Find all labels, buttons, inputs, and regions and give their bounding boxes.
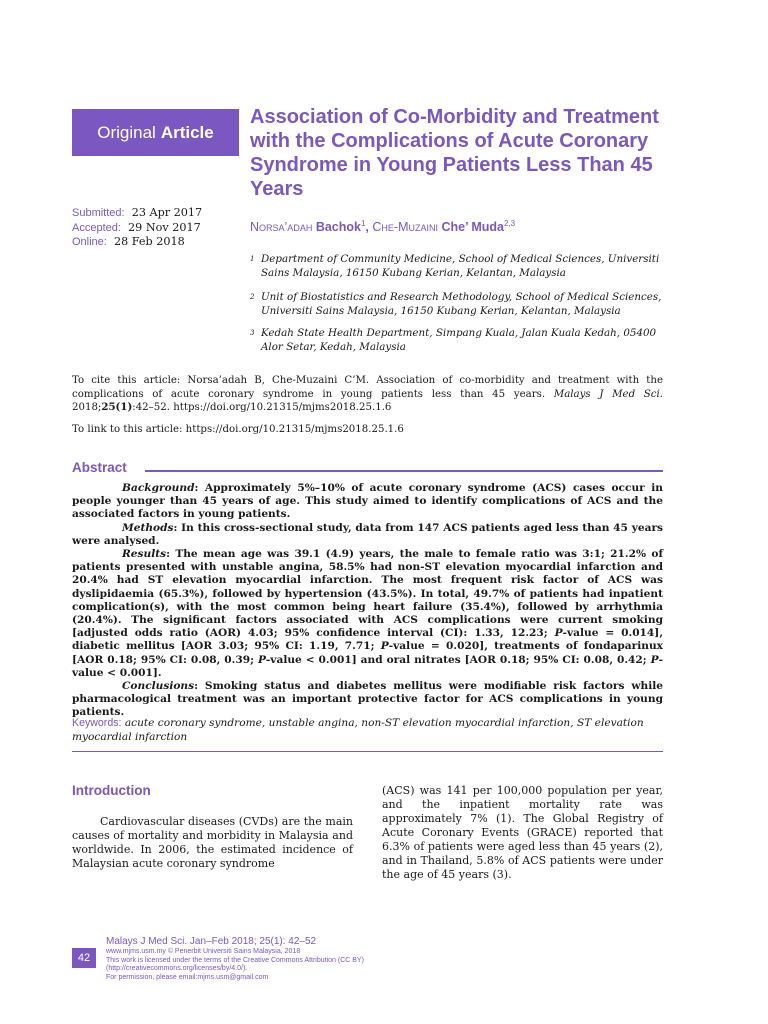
page-number: 42 [72, 948, 96, 968]
affiliation-text: Unit of Biostatistics and Research Methodology, School of Medical Sciences, Universiti Sains Malaysia, 16150 Kubang Kerian, Kelantan, Malaysia [261, 291, 662, 317]
badge-word-original: Original [97, 122, 156, 142]
author-2-affil: 2,3 [503, 219, 516, 228]
article-title: Association of Co-Morbidity and Treatment with the Complications of Acute Coronary Syndrome in Young Patients Less Than 45 Years [250, 106, 659, 200]
citation [72, 374, 663, 415]
abstract-methods: Methods: In this cross-sectional study, data from 147 ACS patients aged less than 45 years were analysed. [72, 521, 663, 547]
author-2-first: Che-Muzaini [372, 220, 438, 235]
author-1-first: Norsa’adah [250, 220, 313, 235]
methods-label: Methods [122, 521, 174, 534]
citation-pages-doi[interactable]: :42–52. https://doi.org/10.21315/mjms2018.25.1.6 [132, 402, 392, 413]
online-label: Online: [72, 236, 107, 248]
keywords-divider [72, 751, 663, 752]
affiliation-number: 3 [250, 329, 255, 337]
affiliation-text: Department of Community Medicine, School of Medical Sciences, Universiti Sains Malaysia, 16150 Kubang Kerian, Kelantan, Malaysia [261, 253, 660, 279]
footer-journal: Malays J Med Sci. Jan–Feb 2018; 25(1): 42–52 [106, 936, 317, 947]
article-dates [72, 206, 202, 250]
footer-license: This work is licensed under the terms of the Creative Commons Attribution (CC BY) [106, 956, 364, 964]
abstract-divider [145, 470, 663, 472]
article-link[interactable]: To link to this article: https://doi.org/10.21315/mjms2018.25.1.6 [72, 424, 404, 435]
accepted-date: 29 Nov 2017 [128, 220, 201, 234]
accepted-label: Accepted: [72, 221, 121, 234]
footer [106, 936, 364, 982]
keywords-text: acute coronary syndrome, unstable angina, non-ST elevation myocardial infarction, ST elevation myocardial infarction [72, 717, 644, 743]
conclusions-label: Conclusions [122, 680, 195, 693]
citation-text: To cite this article: Norsa’adah B, Che-Muzaini C’M. Association of co-morbidity and treatment with the complications of acute coronary syndrome in young patients less than 45 years. [72, 375, 663, 400]
footer-copyright: www.mjms.usm.my © Penerbit Universiti Sains Malaysia, 2018 [106, 948, 301, 955]
abstract-conclusions: Conclusions: Smoking status and diabetes mellitus were modifiable risk factors while pharmacological treatment was an important protective factor for ACS complications in young patients. [72, 680, 663, 719]
article-type-badge [72, 109, 239, 156]
introduction-left-column: Cardiovascular diseases (CVDs) are the main causes of mortality and morbidity in Malaysia and worldwide. In 2006, the estimated incidence of Malaysian acute coronary syndrome [72, 815, 353, 870]
abstract-background: Background: Approximately 5%–10% of acute coronary syndrome (ACS) cases occur in people younger than 45 years of age. This study aimed to identify complications of ACS and the associated factors in young patients. [72, 482, 663, 521]
affiliation-text: Kedah State Health Department, Simpang Kuala, Jalan Kuala Kedah, 05400 Alor Setar, Kedah, Malaysia [261, 327, 657, 353]
abstract-heading: Abstract [72, 460, 127, 475]
results-label: Results [122, 548, 167, 561]
introduction-right-column: (ACS) was 141 per 100,000 population per year, and the inpatient mortality rate was approximately 7% (1). The Global Registry of Acute Coronary Events (GRACE) reported that 6.3% of patients were aged less than 45 years (2), and in Thailand, 5.8% of ACS patients were under the age of 45 years (3). [382, 784, 663, 881]
badge-word-article: Article [160, 122, 214, 142]
citation-journal: Malays J Med Sci. [553, 388, 663, 400]
submitted-label: Submitted: [72, 207, 125, 219]
affiliation-number: 2 [250, 293, 255, 301]
abstract-body [72, 482, 663, 720]
submitted-date: 23 Apr 2017 [131, 206, 203, 219]
author-2-last: Che’ Muda [441, 220, 504, 235]
citation-year: 2018; [72, 402, 102, 413]
author-1-affil: 1 [360, 219, 366, 228]
footer-permission[interactable]: For permission, please email:mjms.usm@gmail.com [106, 973, 269, 981]
author-1-last: Bachok [315, 220, 361, 235]
affiliation-2 [250, 290, 670, 318]
citation-volume: 25(1) [101, 401, 133, 413]
background-label: Background [122, 482, 195, 494]
keywords-label: Keywords: [72, 717, 122, 729]
online-date: 28 Feb 2018 [113, 235, 185, 248]
affiliation-1 [250, 252, 670, 280]
keywords [72, 717, 663, 744]
footer-license-url[interactable]: (http://creativecommons.org/licenses/by/4.0/). [106, 965, 248, 973]
introduction-heading: Introduction [72, 783, 151, 798]
abstract-results: Results: The mean age was 39.1 (4.9) years, the male to female ratio was 3:1; 21.2% of patients presented with unstable angina, 58.5% had non-ST elevation myocardial infarction and 20.4% had ST elevation myocardial infarction. The most frequent risk factor of ACS was dyslipidaemia (65.3%), followed by hypertension (43.5%). In total, 49.7% of patients had inpatient complication(s), with the most common being heart failure (35.4%), followed by arrhythmia (20.4%). The significant factors associated with ACS complications were current smoking [adjusted odds ratio (AOR) 4.03; 95% confidence interval (CI): 1.33, 12.23; P-value = 0.014], diabetic mellitus [AOR 3.03; 95% CI: 1.19, 7.71; P-value = 0.020], treatments of fondaparinux [AOR 0.18; 95% CI: 0.08, 0.39; P-value < 0.001] and oral nitrates [AOR 0.18; 95% CI: 0.08, 0.42; P-value < 0.001]. [72, 548, 664, 679]
affiliation-3 [250, 326, 670, 354]
affiliation-number: 1 [250, 255, 255, 263]
author-list: Norsa’adah Bachok$^1$, Che-Muzaini Che’ Muda$^{2,3}$ [250, 219, 516, 235]
